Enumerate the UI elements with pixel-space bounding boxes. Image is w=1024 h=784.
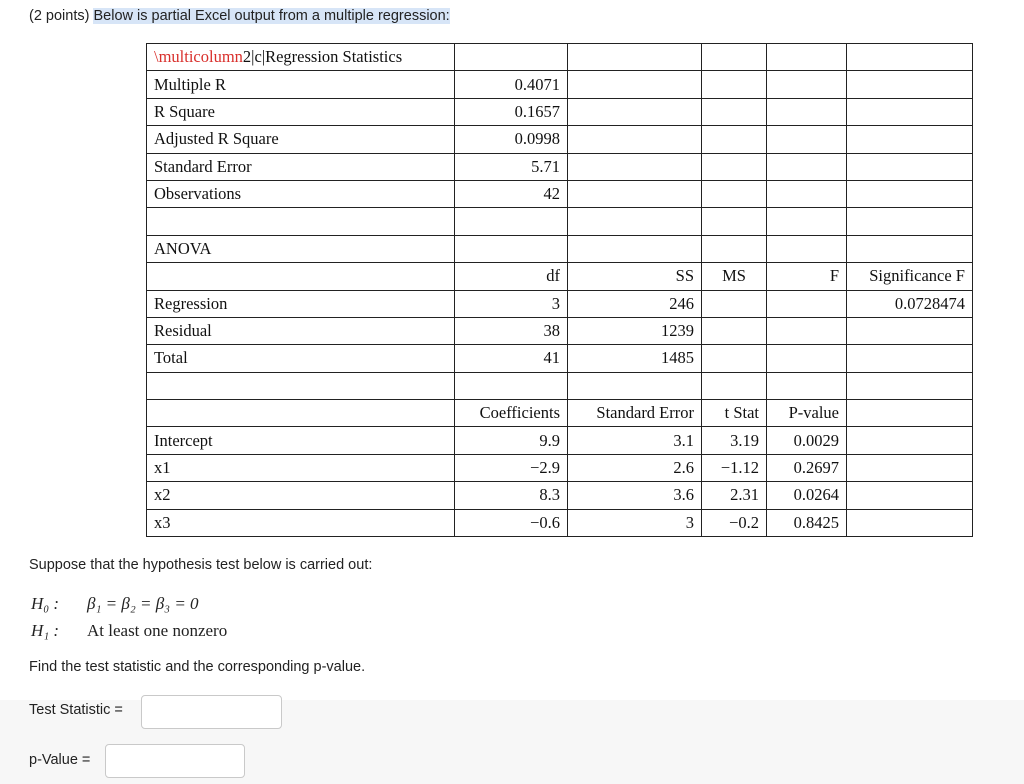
anova-df: 38 [455, 317, 568, 344]
anova-header-significance: Significance F [847, 263, 973, 290]
coef-header-standard-error: Standard Error [568, 400, 702, 427]
empty-cell [568, 208, 702, 235]
anova-row-label: Total [147, 345, 455, 372]
coef-header-t-stat: t Stat [702, 400, 767, 427]
test-statistic-label: Test Statistic = [29, 702, 123, 718]
empty-cell [847, 126, 973, 153]
empty-cell [147, 400, 455, 427]
table-row [147, 126, 973, 153]
alternative-hypothesis [31, 621, 227, 641]
empty-cell [702, 44, 767, 71]
coef-t-stat: −0.2 [702, 509, 767, 536]
find-instruction: Find the test statistic and the corresponding p-value. [29, 659, 366, 675]
stat-label: R Square [147, 98, 455, 125]
empty-cell [568, 126, 702, 153]
empty-cell [702, 98, 767, 125]
empty-cell [847, 44, 973, 71]
empty-cell [767, 180, 847, 207]
empty-cell [847, 98, 973, 125]
anova-header-f: F [767, 263, 847, 290]
empty-cell [702, 372, 767, 399]
empty-cell [767, 372, 847, 399]
table-row [147, 71, 973, 98]
empty-cell [767, 235, 847, 262]
empty-cell [767, 98, 847, 125]
table-row [147, 235, 973, 262]
anova-row-label: Residual [147, 317, 455, 344]
empty-cell [568, 71, 702, 98]
anova-ms [702, 345, 767, 372]
coef-p-value: 0.0264 [767, 482, 847, 509]
empty-cell [147, 372, 455, 399]
anova-ms [702, 317, 767, 344]
question-intro-text: Below is partial Excel output from a multiple regression: [93, 8, 450, 24]
empty-cell [847, 482, 973, 509]
coef-row-label: x1 [147, 454, 455, 481]
empty-cell [568, 180, 702, 207]
table-row [147, 180, 973, 207]
p-value-label: p-Value = [29, 752, 91, 768]
test-statistic-input[interactable] [141, 695, 282, 729]
anova-f [767, 317, 847, 344]
p-value-input[interactable] [105, 744, 245, 778]
alternative-hypothesis-label: H₁ : [31, 621, 60, 640]
anova-ss: 1485 [568, 345, 702, 372]
stat-value: 5.71 [455, 153, 568, 180]
table-row [147, 372, 973, 399]
anova-ss: 246 [568, 290, 702, 317]
anova-ss: 1239 [568, 317, 702, 344]
empty-cell [847, 372, 973, 399]
anova-header-df: df [455, 263, 568, 290]
table-row [147, 317, 973, 344]
stat-label: Multiple R [147, 71, 455, 98]
coef-row-label: Intercept [147, 427, 455, 454]
table-row [147, 482, 973, 509]
stat-value: 42 [455, 180, 568, 207]
coef-p-value: 0.0029 [767, 427, 847, 454]
empty-cell [767, 126, 847, 153]
table-row [147, 427, 973, 454]
table-row [147, 208, 973, 235]
coef-standard-error: 3 [568, 509, 702, 536]
empty-cell [847, 71, 973, 98]
coef-t-stat: 3.19 [702, 427, 767, 454]
anova-title: ANOVA [147, 235, 455, 262]
empty-cell [847, 427, 973, 454]
anova-f [767, 290, 847, 317]
regression-stats-header: \multicolumn2|c|Regression Statistics [147, 44, 455, 71]
empty-cell [568, 44, 702, 71]
anova-ms [702, 290, 767, 317]
empty-cell [847, 208, 973, 235]
null-hypothesis [31, 594, 199, 614]
anova-significance [847, 317, 973, 344]
null-hypothesis-label: H₀ : [31, 594, 60, 613]
table-row [147, 263, 973, 290]
empty-cell [455, 235, 568, 262]
empty-cell [847, 235, 973, 262]
empty-cell [702, 126, 767, 153]
table-row [147, 400, 973, 427]
stat-label: Observations [147, 180, 455, 207]
regression-output-table [146, 43, 973, 537]
empty-cell [767, 153, 847, 180]
table-row [147, 290, 973, 317]
empty-cell [455, 372, 568, 399]
anova-header-ms: MS [702, 263, 767, 290]
coef-row-label: x3 [147, 509, 455, 536]
empty-cell [455, 208, 568, 235]
empty-cell [568, 98, 702, 125]
empty-cell [767, 44, 847, 71]
latex-macro-text: \multicolumn [154, 47, 243, 67]
table-row [147, 98, 973, 125]
empty-cell [568, 372, 702, 399]
anova-f [767, 345, 847, 372]
coef-t-stat: 2.31 [702, 482, 767, 509]
coef-standard-error: 2.6 [568, 454, 702, 481]
table-row [147, 153, 973, 180]
empty-cell [455, 44, 568, 71]
coef-p-value: 0.2697 [767, 454, 847, 481]
empty-cell [847, 400, 973, 427]
empty-cell [767, 71, 847, 98]
coef-p-value: 0.8425 [767, 509, 847, 536]
question-header [29, 6, 450, 26]
stat-label: Adjusted R Square [147, 126, 455, 153]
anova-df: 3 [455, 290, 568, 317]
empty-cell [847, 180, 973, 207]
stat-value: 0.0998 [455, 126, 568, 153]
coef-t-stat: −1.12 [702, 454, 767, 481]
coef-row-label: x2 [147, 482, 455, 509]
coef-value: −2.9 [455, 454, 568, 481]
anova-header-ss: SS [568, 263, 702, 290]
empty-cell [847, 509, 973, 536]
table-row [147, 345, 973, 372]
empty-cell [147, 263, 455, 290]
coef-standard-error: 3.1 [568, 427, 702, 454]
table-row [147, 44, 973, 71]
coef-value: 8.3 [455, 482, 568, 509]
coef-value: 9.9 [455, 427, 568, 454]
empty-cell [702, 71, 767, 98]
anova-df: 41 [455, 345, 568, 372]
stat-value: 0.1657 [455, 98, 568, 125]
empty-cell [847, 153, 973, 180]
empty-cell [847, 454, 973, 481]
empty-cell [568, 153, 702, 180]
coef-value: −0.6 [455, 509, 568, 536]
alternative-hypothesis-text: At least one nonzero [87, 621, 228, 640]
table-row [147, 509, 973, 536]
empty-cell [702, 153, 767, 180]
coef-header-p-value: P-value [767, 400, 847, 427]
empty-cell [767, 208, 847, 235]
stat-value: 0.4071 [455, 71, 568, 98]
empty-cell [702, 235, 767, 262]
anova-significance [847, 345, 973, 372]
suppose-text: Suppose that the hypothesis test below is carried out: [29, 557, 373, 573]
empty-cell [568, 235, 702, 262]
anova-significance: 0.0728474 [847, 290, 973, 317]
points-label: (2 points) [29, 8, 90, 24]
coef-standard-error: 3.6 [568, 482, 702, 509]
anova-row-label: Regression [147, 290, 455, 317]
empty-cell [702, 208, 767, 235]
stat-label: Standard Error [147, 153, 455, 180]
coef-header-coefficients: Coefficients [455, 400, 568, 427]
empty-cell [147, 208, 455, 235]
null-hypothesis-text: β₁ = β₂ = β₃ = 0 [87, 594, 199, 613]
empty-cell [702, 180, 767, 207]
table-row [147, 454, 973, 481]
